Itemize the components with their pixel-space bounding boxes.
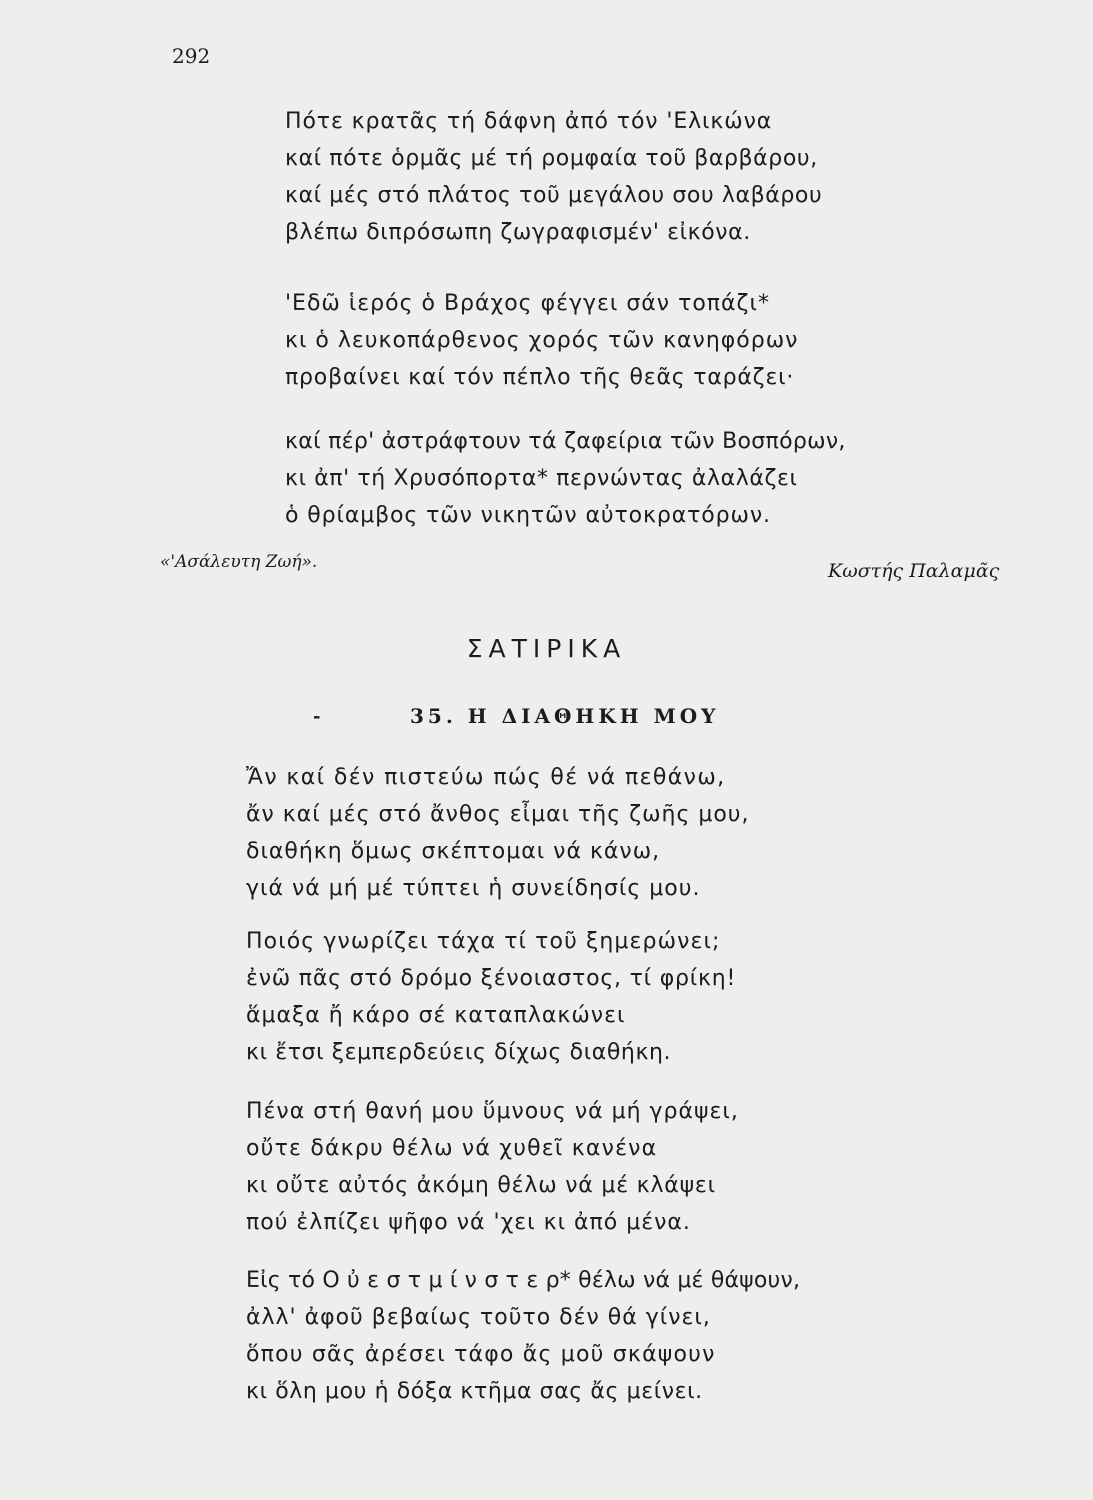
stanza-poem-4 bbox=[246, 1262, 800, 1410]
verse-line: κι οὔτε αὐτός ἀκόμη θέλω νά μέ κλάψει bbox=[246, 1173, 716, 1198]
verse-line: κι ὅλη μου ἡ δόξα κτῆμα σας ἄς μείνει. bbox=[246, 1379, 703, 1404]
stanza-top-3 bbox=[285, 423, 846, 534]
stanza-poem-3 bbox=[246, 1093, 739, 1241]
verse-line: Εἰς τό Ο ὐ ε σ τ μ ί ν σ τ ε ρ* θέλω νά μέ θάψουν, bbox=[246, 1268, 801, 1293]
verse-line: κι ἀπ' τή Χρυσόπορτα* περνώντας ἀλαλάζει bbox=[285, 466, 798, 491]
verse-line: Ποιός γνωρίζει τάχα τί τοῦ ξημερώνει; bbox=[246, 929, 721, 954]
verse-line: οὔτε δάκρυ θέλω νά χυθεῖ κανένα bbox=[246, 1136, 658, 1161]
verse-line: καί πέρ' ἀστράφτουν τά ζαφείρια τῶν Βοσπόρων, bbox=[285, 429, 846, 454]
verse-line: καί πότε ὁρμᾶς μέ τή ρομφαία τοῦ βαρβάρου, bbox=[285, 146, 818, 171]
poem-title: 35. Η ΔΙΑΘΗΚΗ ΜΟΥ bbox=[410, 704, 720, 728]
stanza-top-1 bbox=[285, 103, 822, 251]
stanza-poem-2 bbox=[246, 923, 736, 1071]
verse-line: καί μές στό πλάτος τοῦ μεγάλου σου λαβάρου bbox=[285, 183, 823, 208]
poem-source: «'Ασάλευτη Ζωή». bbox=[160, 552, 318, 572]
verse-line: ἀλλ' ἀφοῦ βεβαίως τοῦτο δέν θά γίνει, bbox=[246, 1305, 711, 1330]
verse-line: ἐνῶ πᾶς στό δρόμο ξένοιαστος, τί φρίκη! bbox=[246, 966, 737, 991]
stanza-poem-1 bbox=[246, 759, 750, 907]
verse-line: γιά νά μή μέ τύπτει ἡ συνείδησίς μου. bbox=[246, 876, 701, 901]
page-number: 292 bbox=[172, 44, 211, 68]
verse-line: Πένα στή θανή μου ὕμνους νά μή γράψει, bbox=[246, 1099, 739, 1124]
verse-line: ὁ θρίαμβος τῶν νικητῶν αὐτοκρατόρων. bbox=[285, 503, 771, 528]
verse-line: Ἄν καί δέν πιστεύω πώς θέ νά πεθάνω, bbox=[246, 765, 726, 790]
verse-line: Πότε κρατᾶς τή δάφνη ἀπό τόν 'Ελικώνα bbox=[285, 109, 773, 134]
verse-line: ἄν καί μές στό ἄνθος εἶμαι τῆς ζωῆς μου, bbox=[246, 802, 750, 827]
verse-line: ὅπου σᾶς ἀρέσει τάφο ἄς μοῦ σκάψουν bbox=[246, 1342, 716, 1367]
verse-line: 'Εδῶ ἱερός ὁ Βράχος φέγγει σάν τοπάζι* bbox=[285, 291, 770, 316]
verse-line: προβαίνει καί τόν πέπλο τῆς θεᾶς ταράζει· bbox=[285, 365, 795, 390]
poem-author: Κωστής Παλαμᾶς bbox=[828, 560, 1000, 582]
stanza-top-2 bbox=[285, 285, 798, 396]
section-title: ΣΑΤΙΡΙΚΑ bbox=[466, 634, 627, 663]
verse-line: διαθήκη ὅμως σκέπτομαι νά κάνω, bbox=[246, 839, 661, 864]
title-dash: - bbox=[313, 706, 321, 727]
verse-line: κι ὁ λευκοπάρθενος χορός τῶν κανηφόρων bbox=[285, 328, 799, 353]
verse-line: βλέπω διπρόσωπη ζωγραφισμέν' εἰκόνα. bbox=[285, 220, 751, 245]
verse-line: πού ἐλπίζει ψῆφο νά 'χει κι ἀπό μένα. bbox=[246, 1210, 691, 1235]
verse-line: ἅμαξα ἤ κάρο σέ καταπλακώνει bbox=[246, 1003, 626, 1028]
verse-line: κι ἔτσι ξεμπερδεύεις δίχως διαθήκη. bbox=[246, 1040, 672, 1065]
